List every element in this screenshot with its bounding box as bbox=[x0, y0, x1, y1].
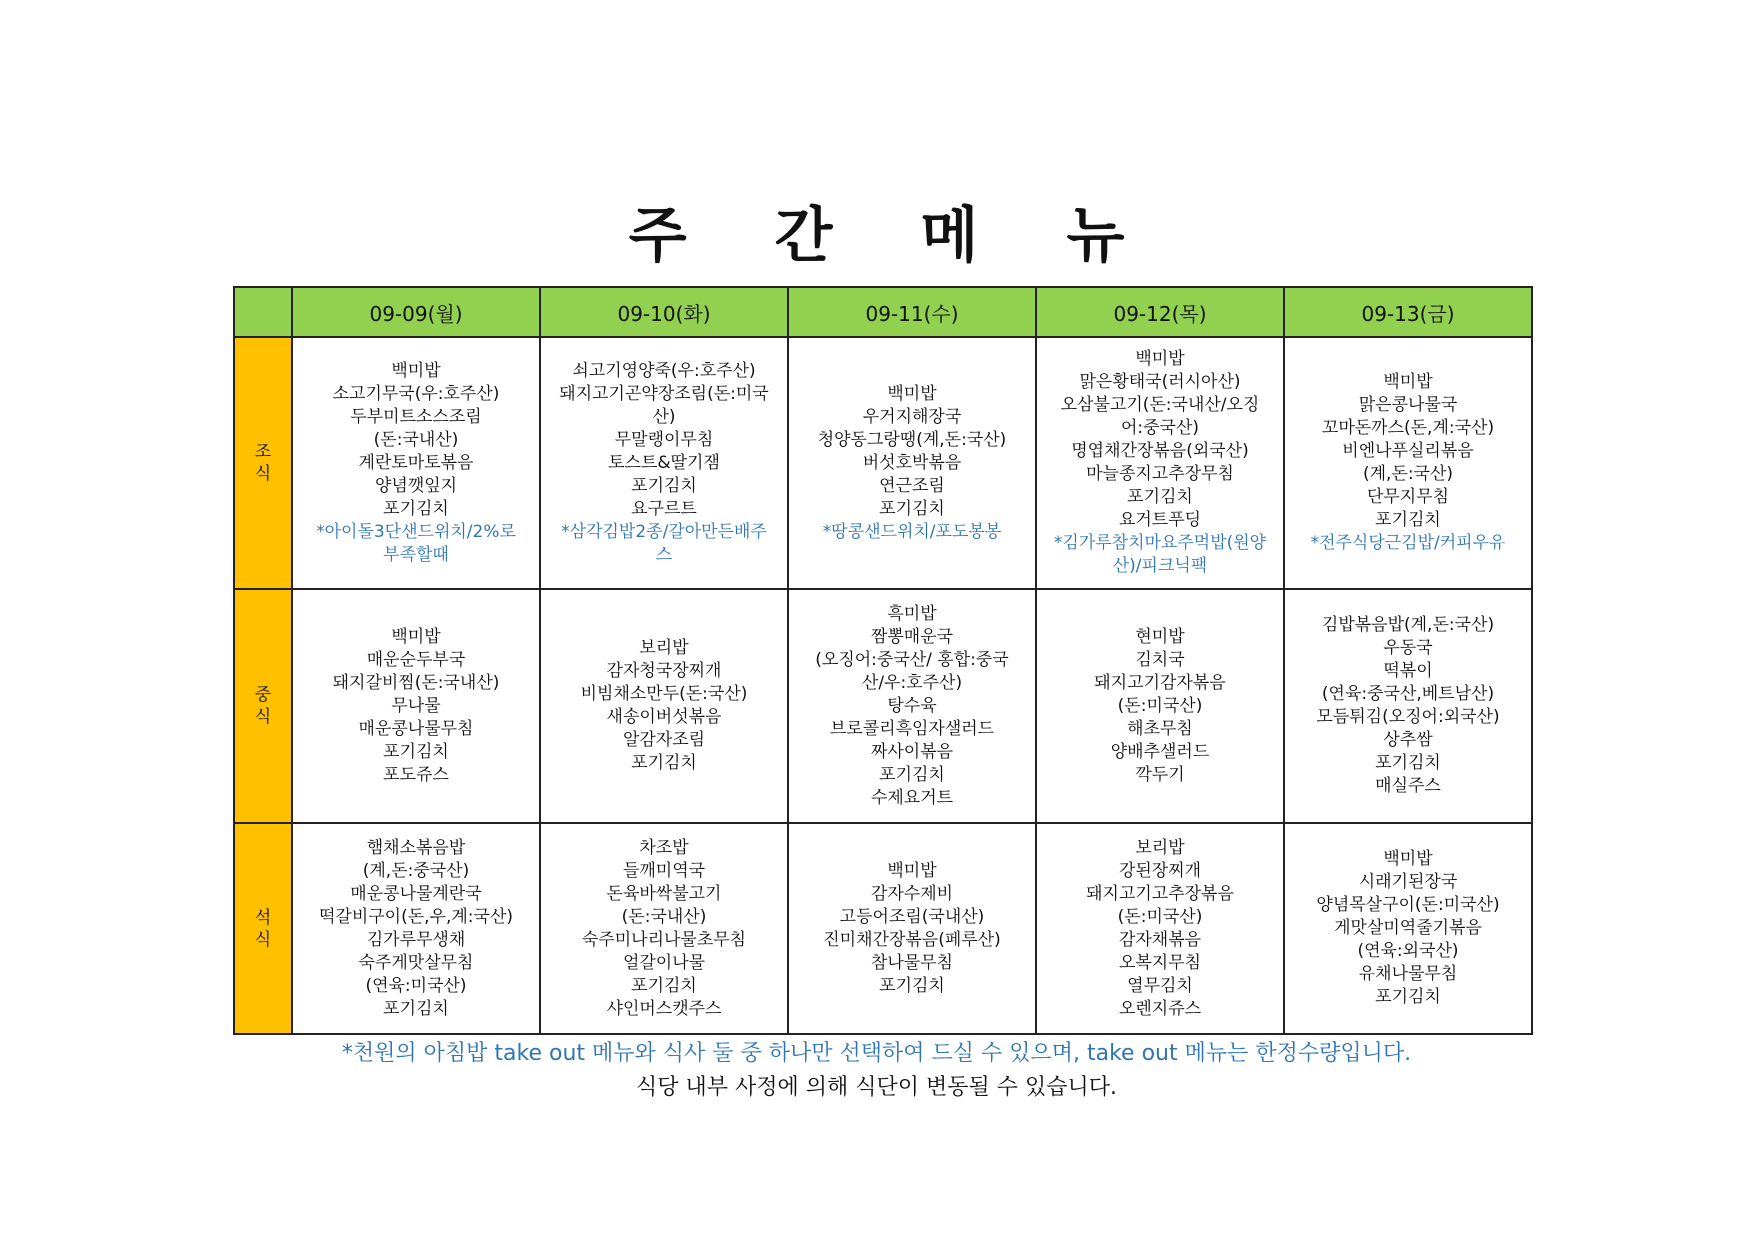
menu-item: 강된장찌개 bbox=[1118, 860, 1202, 881]
takeout-item: *삼각김밥2종/갈아만든배주 bbox=[561, 521, 767, 542]
menu-item: 청양동그랑땡(계,돈:국산) bbox=[817, 429, 1007, 450]
change-notice: 식당 내부 사정에 의해 식단이 변동될 수 있습니다. bbox=[636, 1075, 1117, 1100]
meal-label-char: 중 bbox=[254, 685, 272, 705]
menu-item: (연육:미국산) bbox=[365, 975, 467, 996]
menu-item: 어:중국산) bbox=[1120, 418, 1200, 438]
menu-cell bbox=[540, 589, 788, 823]
meal-label-char: 석 bbox=[254, 907, 272, 928]
menu-item: 매실주스 bbox=[1375, 776, 1441, 796]
menu-item: 두부미트소스조림 bbox=[350, 406, 482, 427]
menu-item: 소고기무국(우:호주산) bbox=[332, 383, 500, 404]
menu-item: 양배추샐러드 bbox=[1110, 741, 1210, 762]
menu-item: (계,돈:중국산) bbox=[362, 860, 470, 881]
menu-item: 얼갈이나물 bbox=[622, 952, 706, 973]
takeout-item: *땅콩샌드위치/포도봉봉 bbox=[822, 521, 1002, 542]
menu-item: 게맛살미역줄기볶음 bbox=[1334, 918, 1482, 938]
takeout-item: 스 bbox=[655, 544, 673, 565]
menu-item: 포기김치 bbox=[631, 753, 697, 773]
menu-item: 돼지고기곤약장조림(돈:미국 bbox=[559, 383, 769, 404]
menu-cell bbox=[292, 337, 540, 589]
menu-item: 김치국 bbox=[1135, 649, 1185, 670]
menu-item: (연육:중국산,베트남산) bbox=[1321, 684, 1495, 704]
title-char: 메 bbox=[920, 201, 979, 271]
menu-item: 포기김치 bbox=[1375, 510, 1441, 530]
menu-item: 상추쌈 bbox=[1383, 730, 1433, 750]
menu-item: 고등어조림(국내산) bbox=[839, 906, 985, 927]
menu-item: 포기김치 bbox=[879, 764, 945, 785]
menu-item: 백미밥 bbox=[887, 860, 937, 881]
meal-label-char: 조 bbox=[254, 442, 272, 462]
menu-item: 흑미밥 bbox=[887, 603, 937, 624]
meal-label-char: 식 bbox=[254, 929, 272, 950]
menu-item: 감자청국장찌개 bbox=[606, 661, 722, 681]
menu-item: 토스트&딸기잼 bbox=[608, 452, 720, 473]
menu-item: 들깨미역국 bbox=[622, 860, 706, 881]
menu-item: 양념깻잎지 bbox=[374, 475, 458, 496]
menu-item: 비엔나푸실리볶음 bbox=[1342, 441, 1474, 461]
menu-item: 포기김치 bbox=[879, 498, 945, 519]
menu-item: 탕수육 bbox=[887, 695, 937, 716]
menu-item: 보리밥 bbox=[639, 638, 689, 658]
menu-item: 계란토마토볶음 bbox=[358, 452, 474, 473]
menu-item: 알감자조림 bbox=[622, 730, 706, 750]
meal-label-char: 식 bbox=[254, 707, 272, 727]
menu-item: 돈육바싹불고기 bbox=[606, 883, 722, 904]
menu-item: 포기김치 bbox=[383, 498, 449, 519]
takeout-notice: *천원의 아침밥 take out 메뉴와 식사 둘 중 하나만 선택하여 드실 수 있으며, take out 메뉴는 한정수량입니다. bbox=[341, 1041, 1412, 1066]
menu-item: 김밥볶음밥(계,돈:국산) bbox=[1321, 615, 1495, 635]
menu-item: 맑은황태국(러시아산) bbox=[1079, 372, 1241, 392]
menu-item: 샤인머스캣주스 bbox=[606, 998, 722, 1019]
meal-label bbox=[234, 823, 292, 1034]
title-char: 뉴 bbox=[1066, 201, 1125, 271]
menu-item: 매운순두부국 bbox=[366, 649, 466, 670]
menu-item: 포기김치 bbox=[631, 975, 697, 996]
menu-item: 떡갈비구이(돈,우,계:국산) bbox=[318, 906, 514, 927]
takeout-item: 산)/피크닉팩 bbox=[1112, 556, 1208, 576]
menu-item: 참나물무침 bbox=[870, 952, 954, 973]
takeout-item: *전주식당근김밥/커피우유 bbox=[1310, 533, 1506, 553]
menu-item: 짬뽕매운국 bbox=[870, 626, 954, 647]
menu-item: 현미밥 bbox=[1135, 626, 1185, 647]
title-char: 간 bbox=[774, 201, 833, 271]
menu-item: 우동국 bbox=[1383, 638, 1433, 658]
menu-item: 햄채소볶음밥 bbox=[366, 837, 466, 858]
menu-item: (돈:미국산) bbox=[1117, 906, 1203, 927]
menu-item: (연육:외국산) bbox=[1357, 941, 1459, 961]
takeout-item: *아이돌3단샌드위치/2%로 bbox=[316, 521, 516, 542]
menu-item: 유채나물무침 bbox=[1358, 964, 1458, 984]
menu-item: 포기김치 bbox=[631, 475, 697, 496]
menu-item: 백미밥 bbox=[1383, 849, 1433, 869]
menu-item: 김가루무생채 bbox=[366, 929, 466, 950]
menu-item: (돈:국내산) bbox=[373, 429, 459, 450]
menu-cell bbox=[788, 823, 1036, 1034]
menu-cell bbox=[788, 337, 1036, 589]
header-corner bbox=[234, 287, 292, 337]
meal-label bbox=[234, 337, 292, 589]
menu-cell bbox=[1036, 589, 1284, 823]
menu-item: 시래기된장국 bbox=[1358, 872, 1458, 892]
menu-item: 포기김치 bbox=[383, 741, 449, 762]
menu-item: 매운콩나물무침 bbox=[358, 718, 474, 739]
menu-item: (계,돈:국산) bbox=[1362, 464, 1454, 484]
day-header-thu: 09-12(목) bbox=[1036, 287, 1284, 337]
menu-cell bbox=[1036, 823, 1284, 1034]
menu-item: 무나물 bbox=[391, 695, 441, 716]
takeout-item: *김가루참치마요주먹밥(원양 bbox=[1053, 533, 1267, 553]
day-header-row bbox=[234, 287, 1532, 337]
day-header-wed: 09-11(수) bbox=[788, 287, 1036, 337]
menu-cell bbox=[292, 823, 540, 1034]
menu-item: 비빔채소만두(돈:국산) bbox=[580, 684, 748, 704]
menu-item: 돼지갈비찜(돈:국내산) bbox=[332, 672, 500, 693]
menu-item: 백미밥 bbox=[1383, 372, 1433, 392]
menu-cell bbox=[1284, 589, 1532, 823]
menu-cell bbox=[540, 337, 788, 589]
menu-item: 감자채볶음 bbox=[1118, 929, 1202, 950]
menu-item: 포도쥬스 bbox=[383, 764, 449, 785]
menu-item: 돼지고기감자볶음 bbox=[1094, 672, 1226, 693]
title-char: 주 bbox=[628, 201, 687, 271]
menu-item: 브로콜리흑임자샐러드 bbox=[829, 718, 995, 739]
menu-item: 요거트푸딩 bbox=[1118, 510, 1202, 530]
meal-row-lunch bbox=[234, 589, 1532, 823]
menu-item: (돈:미국산) bbox=[1117, 695, 1203, 716]
menu-item: 쇠고기영양죽(우:호주산) bbox=[572, 360, 756, 381]
menu-item: 산/우:호주산) bbox=[861, 672, 963, 693]
menu-item: 모듬튀김(오징어:외국산) bbox=[1316, 707, 1500, 727]
menu-cell bbox=[1036, 337, 1284, 589]
menu-item: 백미밥 bbox=[887, 383, 937, 404]
menu-item: 해초무침 bbox=[1127, 718, 1193, 739]
menu-cell bbox=[788, 589, 1036, 823]
menu-item: 떡볶이 bbox=[1383, 661, 1433, 681]
meal-label bbox=[234, 589, 292, 823]
menu-item: 짜사이볶음 bbox=[870, 741, 954, 762]
menu-item: 포기김치 bbox=[1375, 987, 1441, 1007]
menu-item: 매운콩나물계란국 bbox=[350, 883, 482, 904]
menu-item: 돼지고기고추장볶음 bbox=[1086, 883, 1234, 904]
menu-item: 오렌지쥬스 bbox=[1118, 998, 1202, 1019]
menu-item: 오삼불고기(돈:국내산/오징 bbox=[1060, 395, 1260, 415]
menu-cell bbox=[1284, 337, 1532, 589]
menu-item: 백미밥 bbox=[391, 360, 441, 381]
day-header-mon: 09-09(월) bbox=[292, 287, 540, 337]
menu-item: 마늘종지고추장무침 bbox=[1086, 464, 1234, 484]
menu-item: 백미밥 bbox=[391, 626, 441, 647]
menu-item: 연근조림 bbox=[879, 475, 945, 496]
weekly-menu-table bbox=[233, 286, 1533, 1035]
takeout-item: 부족할때 bbox=[383, 544, 449, 565]
menu-item: 맑은콩나물국 bbox=[1358, 395, 1458, 415]
meal-row-dinner bbox=[234, 823, 1532, 1034]
menu-item: 감자수제비 bbox=[870, 883, 954, 904]
menu-item: 숙주게맛살무침 bbox=[358, 952, 474, 973]
menu-item: 새송이버섯볶음 bbox=[606, 707, 722, 727]
menu-body bbox=[234, 337, 1532, 1034]
menu-item: 숙주미나리나물초무침 bbox=[581, 929, 747, 950]
menu-cell bbox=[540, 823, 788, 1034]
menu-item: 산) bbox=[652, 406, 676, 427]
menu-item: 포기김치 bbox=[1375, 753, 1441, 773]
menu-item: 요구르트 bbox=[631, 498, 697, 519]
menu-item: 수제요거트 bbox=[870, 787, 954, 808]
meal-label-char: 식 bbox=[254, 464, 272, 484]
menu-item: (돈:국내산) bbox=[621, 906, 707, 927]
menu-cell bbox=[292, 589, 540, 823]
menu-item: 버섯호박볶음 bbox=[862, 452, 962, 473]
menu-cell bbox=[1284, 823, 1532, 1034]
menu-item: 차조밥 bbox=[639, 837, 689, 858]
menu-item: 포기김치 bbox=[1127, 487, 1193, 507]
menu-item: 보리밥 bbox=[1135, 837, 1185, 858]
menu-item: 오복지무침 bbox=[1118, 952, 1202, 973]
menu-item: 명엽채간장볶음(외국산) bbox=[1071, 441, 1249, 461]
day-header-fri: 09-13(금) bbox=[1284, 287, 1532, 337]
menu-item: 진미채간장볶음(페루산) bbox=[823, 929, 1001, 950]
meal-row-breakfast bbox=[234, 337, 1532, 589]
menu-item: 꼬마돈까스(돈,계:국산) bbox=[1321, 418, 1495, 438]
menu-item: 단무지무침 bbox=[1366, 487, 1450, 507]
menu-item: 포기김치 bbox=[879, 975, 945, 996]
page-title bbox=[0, 188, 1753, 274]
menu-item: 열무김치 bbox=[1127, 975, 1193, 996]
menu-item: (오징어:중국산/ 홍합:중국 bbox=[815, 649, 1009, 670]
menu-item: 깍두기 bbox=[1135, 764, 1185, 785]
menu-item: 양념목살구이(돈:미국산) bbox=[1316, 895, 1500, 915]
menu-item: 무말랭이무침 bbox=[614, 429, 714, 450]
day-header-tue: 09-10(화) bbox=[540, 287, 788, 337]
menu-item: 백미밥 bbox=[1135, 349, 1185, 369]
menu-item: 우거지해장국 bbox=[862, 406, 962, 427]
menu-item: 포기김치 bbox=[383, 998, 449, 1019]
